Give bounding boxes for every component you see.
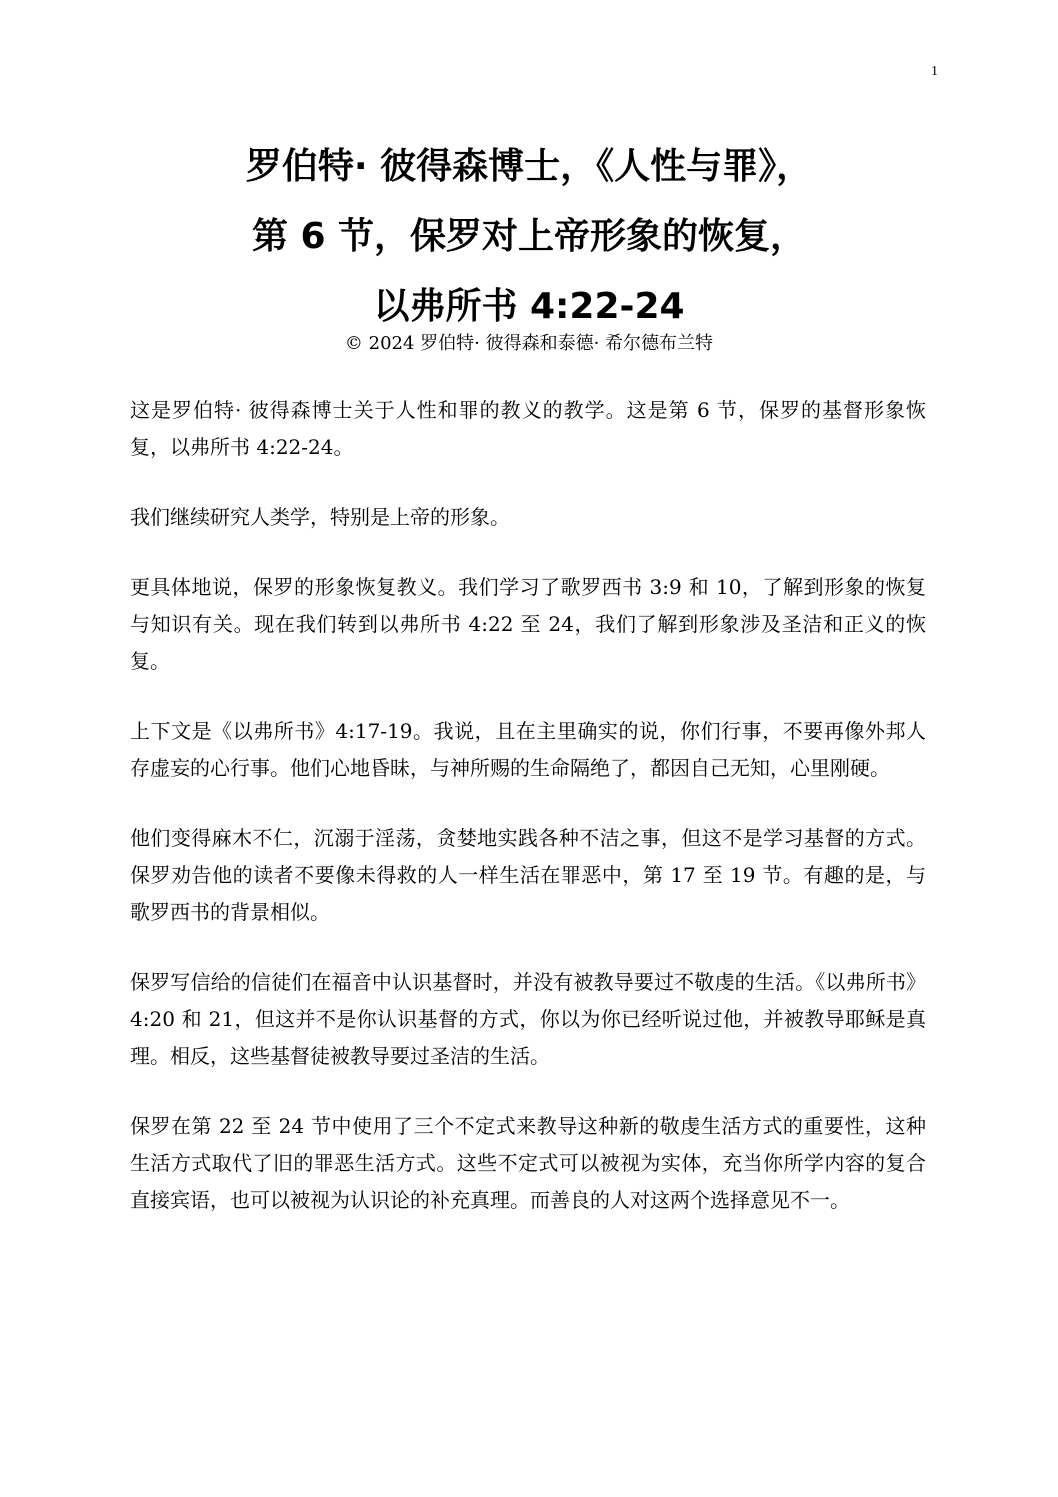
- paragraph: 这是罗伯特· 彼得森博士关于人性和罪的教义的教学。这是第 6 节，保罗的基督形象恢复，以弗所书 4:22-24。: [130, 398, 926, 459]
- paragraph: 上下文是《以弗所书》4:17-19。我说，且在主里确实的说，你们行事，不要再像外邦人存虚妄的心行事。他们心地昏昧，与神所赐的生命隔绝了，都因自己无知，心里刚硬。: [130, 719, 926, 780]
- paragraph: 保罗写信给的信徒们在福音中认识基督时，并没有被教导要过不敬虔的生活。《以弗所书》4:20 和 21，但这并不是你认识基督的方式，你以为你已经听说过他，并被教导耶稣是真理。相反，这些基督徒被教导要过圣洁的生活。: [130, 970, 926, 1068]
- title-line-1: 罗伯特· 彼得森博士，《人性与罪》，: [245, 146, 813, 187]
- title-line-3: 以弗所书 4:22-24: [373, 286, 685, 327]
- document-title: [0, 132, 1058, 342]
- page-number: 1: [931, 64, 938, 79]
- copyright-notice: © 2024 罗伯特· 彼得森和泰德· 希尔德布兰特: [344, 333, 714, 354]
- paragraph: 更具体地说，保罗的形象恢复教义。我们学习了歌罗西书 3:9 和 10，了解到形象的恢复与知识有关。现在我们转到以弗所书 4:22 至 24，我们了解到形象涉及圣洁和正义的恢复。: [130, 575, 926, 673]
- paragraph: 保罗在第 22 至 24 节中使用了三个不定式来教导这种新的敬虔生活方式的重要性，这种生活方式取代了旧的罪恶生活方式。这些不定式可以被视为实体，充当你所学内容的复合直接宾语，也可以被视为认识论的补充真理。而善良的人对这两个选择意见不一。: [130, 1114, 926, 1212]
- document-body: [130, 392, 926, 1252]
- paragraph: 他们变得麻木不仁，沉溺于淫荡，贪婪地实践各种不洁之事，但这不是学习基督的方式。保罗劝告他的读者不要像未得救的人一样生活在罪恶中，第 17 至 19 节。有趣的是，与歌罗西书的背景相似。: [130, 826, 926, 924]
- title-line-2: 第 6 节，保罗对上帝形象的恢复，: [251, 216, 807, 257]
- paragraph: 我们继续研究人类学，特别是上帝的形象。: [130, 505, 510, 529]
